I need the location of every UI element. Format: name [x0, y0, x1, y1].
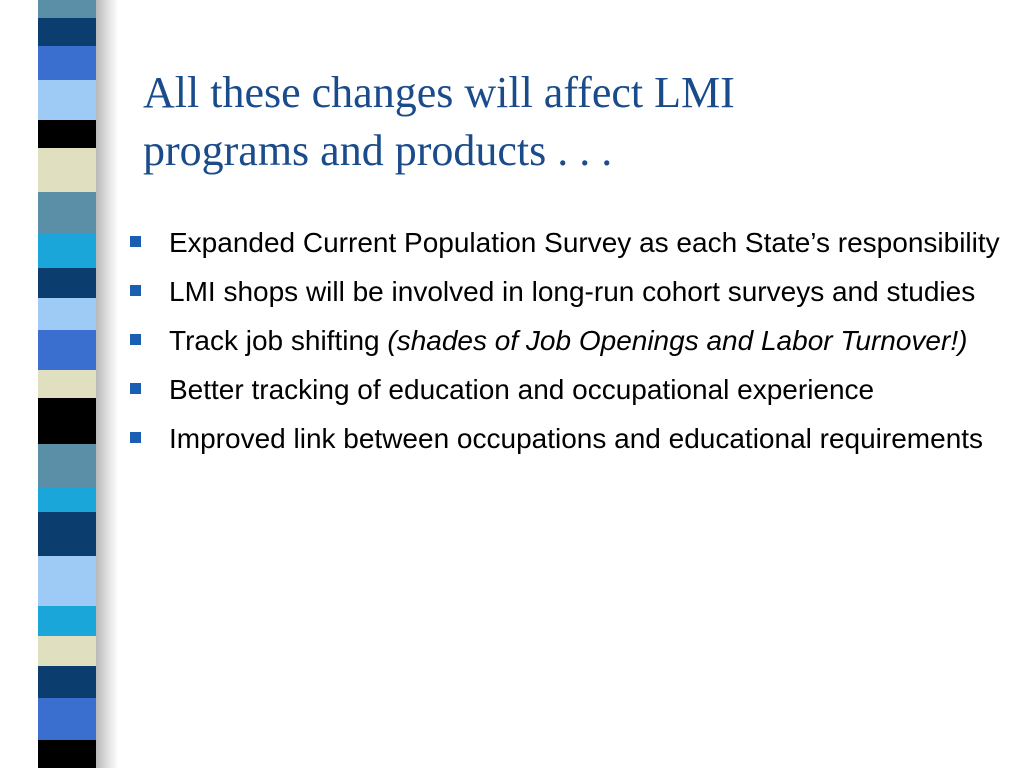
stripe-band	[38, 606, 96, 636]
stripe-band	[38, 370, 96, 398]
decorative-stripe-bar	[38, 0, 96, 768]
stripe-band	[38, 444, 96, 488]
bullet-emphasis: (shades of Job Openings and Labor Turnover!)	[387, 325, 968, 356]
bullet-text: Expanded Current Population Survey as each State’s responsibility	[169, 227, 1000, 258]
square-bullet-icon	[130, 334, 141, 345]
stripe-band	[38, 120, 96, 148]
square-bullet-icon	[130, 383, 141, 394]
stripe-band	[38, 398, 96, 444]
title-line-1: All these changes will affect LMI	[143, 68, 735, 117]
stripe-band	[38, 234, 96, 268]
bullet-text: Better tracking of education and occupational experience	[169, 374, 875, 405]
slide-title	[143, 64, 963, 180]
stripe-band	[38, 148, 96, 192]
square-bullet-icon	[130, 285, 141, 296]
stripe-band	[38, 298, 96, 330]
bullet-item-cps	[130, 222, 1000, 263]
stripe-band	[38, 330, 96, 370]
stripe-band	[38, 698, 96, 740]
title-line-2: programs and products . . .	[143, 126, 613, 175]
stripe-band	[38, 556, 96, 606]
stripe-band	[38, 192, 96, 234]
bullet-text: Track job shifting	[169, 325, 388, 356]
bullet-item-education-tracking	[130, 369, 1000, 410]
bullet-item-cohort-surveys	[130, 271, 1000, 312]
bullet-item-job-shifting	[130, 320, 1000, 361]
stripe-band	[38, 46, 96, 80]
bullet-list	[130, 222, 1000, 467]
stripe-band	[38, 512, 96, 556]
stripe-band	[38, 80, 96, 120]
stripe-band	[38, 666, 96, 698]
stripe-shadow	[96, 0, 118, 768]
stripe-band	[38, 0, 96, 18]
bullet-text: LMI shops will be involved in long-run cohort surveys and studies	[169, 276, 976, 307]
stripe-band	[38, 740, 96, 768]
stripe-band	[38, 636, 96, 666]
stripe-band	[38, 18, 96, 46]
stripe-band	[38, 488, 96, 512]
square-bullet-icon	[130, 432, 141, 443]
square-bullet-icon	[130, 236, 141, 247]
stripe-band	[38, 268, 96, 298]
bullet-item-occupation-link	[130, 418, 1000, 459]
bullet-text: Improved link between occupations and educational requirements	[169, 423, 984, 454]
